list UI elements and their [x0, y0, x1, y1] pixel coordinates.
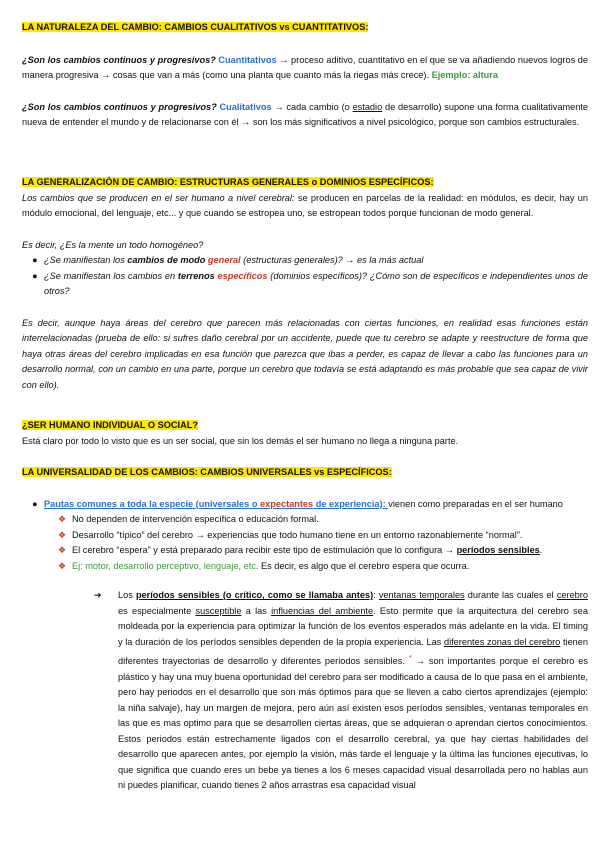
paragraph-intro: Los cambios que se producen en el ser humano a nivel cerebral: se producen en parcelas de la realidad: en módulos, es decir, hay un módulo emocional, del lenguaje, etc... y que cuando se estropea uno, se estropean todos porque funcionan de modo general.	[22, 192, 588, 218]
paragraph-social: Está claro por todo lo visto que es un ser social, que sin los demás el ser humano no llega a ninguna parte.	[22, 435, 459, 446]
sub-item: ❖ Desarrollo “típico” del cerebro → experiencias que todo humano tiene en un entorno razonablemente “normal”.	[22, 528, 588, 544]
diamond-icon: ❖	[58, 514, 67, 524]
section-cambios-cualitativos	[22, 20, 588, 131]
section-heading: LA NATURALEZA DEL CAMBIO: CAMBIOS CUALITATIVOS vs CUANTITATIVOS:	[22, 22, 369, 32]
list-item: ● ¿Se manifiestan los cambios de modo general (estructuras generales)? → es la más actual	[32, 255, 424, 265]
arrow-icon: ➔	[94, 590, 102, 600]
question-line: Es decir, ¿Es la mente un todo homogéneo?	[22, 239, 204, 250]
list-item-pautas: ● Pautas comunes a toda la especie (universales o expectantes de experiencia): vienen como preparadas en el ser humano	[32, 498, 563, 509]
asterisk-marker: *	[408, 653, 412, 662]
paragraph-interrelacionadas: Es decir, aunque haya áreas del cerebro que parecen más relacionadas con ciertas funciones, en realidad esas funciones están interrelacionadas (prueba de ello: si sufres daño cerebral por un accidente, puede que tu cerebro se adapte y reestructure de forma que haya otras áreas del cerebro implicadas en esa función que parezca que ibas a perder, es capaz de llevar a cabo las funciones para un desarrollo normal, con un cambio en una parte, porque un cerebro que todavía se está adaptando es más probable que sea capaz de vivir con ello).	[22, 317, 588, 390]
diamond-icon: ❖	[58, 560, 67, 571]
section-heading: ¿SER HUMANO INDIVIDUAL O SOCIAL?	[22, 420, 198, 430]
section-universalidad	[22, 465, 588, 794]
list-item: ● ¿Se manifiestan los cambios en terrenos específicos (dominios específicos)? ¿Cómo son de específicos e independientes unos de otros?	[32, 270, 588, 296]
section-generalizacion	[22, 175, 588, 393]
bullet-list	[22, 253, 588, 300]
section-heading: LA UNIVERSALIDAD DE LOS CAMBIOS: CAMBIOS UNIVERSALES vs ESPECÍFICOS:	[22, 467, 392, 477]
paragraph-cualitativos: ¿Son los cambios continuos y progresivos? Cualitativos → cada cambio (o estadio de desarrollo) supone una forma cualitativamente nueva de entender el mundo y de relacionarse con él → son los más significativos a nivel psicológico, porque son cambios estructurales.	[22, 101, 588, 127]
sub-item: ❖ Ej: motor, desarrollo perceptivo, lenguaje, etc. Es decir, es algo que el cerebro espera que ocurra.	[22, 559, 588, 575]
section-individual-social	[22, 418, 588, 449]
diamond-icon: ❖	[58, 545, 67, 555]
paragraph-cuantitativos: ¿Son los cambios continuos y progresivos? Cuantitativos → proceso aditivo, cuantitativo en el que se va añadiendo nuevos logros de manera progresiva → cosas que van a más (como una planta que cuanto más la riegas más crece). Ejemplo: altura	[22, 54, 588, 80]
sub-item: ❖ No dependen de intervención específica o educación formal.	[22, 512, 588, 528]
paragraph-periodos-sensibles: ➔ Los períodos sensibles (o crítico, como se llamaba antes): ventanas temporales durante las cuales el cerebro es especialmente susceptible a las influencias del ambiente. Esto permite que la arquitectura del cerebro sea moldeada por la experiencia para optimizar la función de los eventos esperados más adelante en la vida. El timing y la duración de los períodos sensibles dependen de la propia experiencia. Las diferentes zonas del cerebro tienen diferentes trayectorias de desarrollo y diferentes periodos sensibles. * → son importantes porque el cerebro es plástico y hay una muy buena oportunidad del cerebro para ser modificado a causa de lo que pasa en el ambiente, pero hay periodos en el desarrollo que son más óptimos para que se lleven a cabo ciertos aprendizajes (ejemplo: la niña salvaje), hay un margen de mejora, pero aún así existen esos períodos sensibles, ventanas temporales en las que es mas optimo para que se desarrollen ciertas áreas, que se adquieran o aprendan ciertos conocimientos. Estos periodos están estrechamente ligados con el desarrollo cerebral, ya que hay ciertas habilidades del desarrollo que aparecen antes, por ejemplo la visión, más tarde el lenguaje y la última las funciones ejecutivas, lo que significa que cuando eres un bebe ya tienes a los 6 meses capacidad visual desarrollada pero no hablas aun ni puedes planificar, cuando tienes 2 años arrastras esa capacidad visual	[94, 590, 589, 791]
sub-item: ❖ El cerebro “espera” y está preparado para recibir este tipo de estimulación que lo configura → períodos sensibles.	[22, 543, 588, 559]
section-heading: LA GENERALIZACIÓN DE CAMBIO: ESTRUCTURAS GENERALES o DOMINIOS ESPECÍFICOS:	[22, 177, 434, 187]
diamond-icon: ❖	[58, 529, 67, 540]
